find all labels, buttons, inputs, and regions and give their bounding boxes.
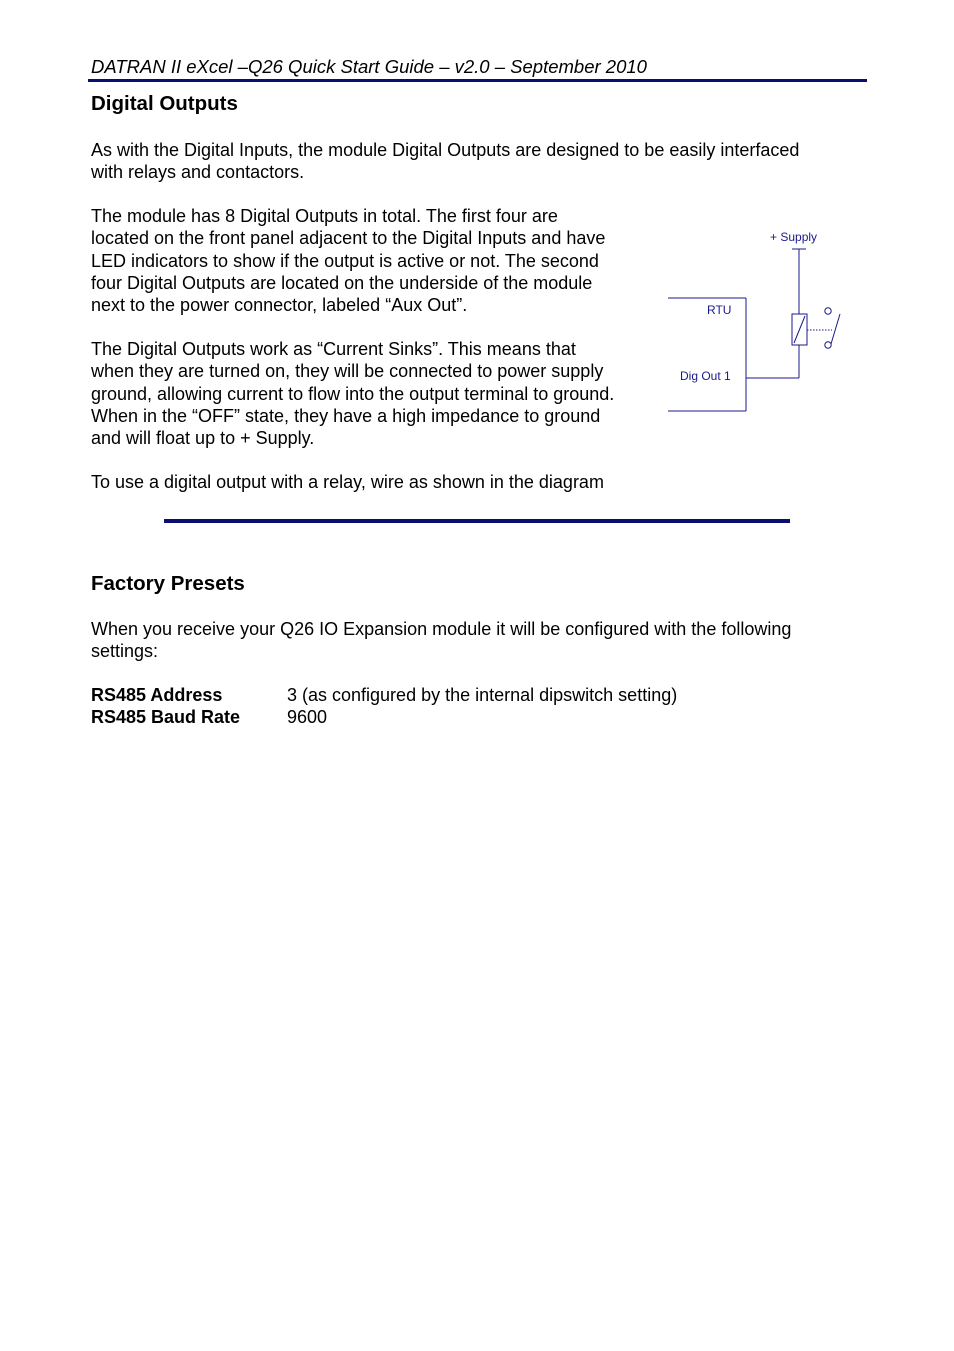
text-line: and will float up to + Supply. xyxy=(91,428,315,449)
text-line: next to the power connector, labeled “Aux Out”. xyxy=(91,295,468,316)
relay-wiring-diagram xyxy=(660,222,860,422)
text-line: located on the front panel adjacent to the Digital Inputs and have xyxy=(91,228,606,249)
text-line: when they are turned on, they will be connected to power supply xyxy=(91,361,604,382)
switch-contact-bottom xyxy=(825,342,831,348)
text-line: When you receive your Q26 IO Expansion module it will be configured with the following xyxy=(91,619,792,639)
section-heading-digital-outputs: Digital Outputs xyxy=(91,92,238,115)
switch-contact-top xyxy=(825,308,831,314)
setting-row-rs485-baud-rate xyxy=(91,706,677,728)
setting-value: 9600 xyxy=(287,707,328,728)
setting-key: RS485 Baud Rate xyxy=(91,707,241,728)
setting-key: RS485 Address xyxy=(91,685,223,705)
text-line: As with the Digital Inputs, the module Digital Outputs are designed to be easily interfaced xyxy=(91,140,800,160)
factory-settings-list xyxy=(91,684,677,729)
relay-coil-slash xyxy=(794,316,805,343)
dig-out-label: Dig Out 1 xyxy=(680,369,731,383)
setting-row-rs485-address xyxy=(91,684,677,706)
text-line: The module has 8 Digital Outputs in total. The first four are xyxy=(91,206,558,226)
rtu-label: RTU xyxy=(707,303,732,317)
text-line: LED indicators to show if the output is active or not. The second xyxy=(91,250,599,271)
digital-outputs-intro xyxy=(91,139,799,184)
supply-label: + Supply xyxy=(770,230,818,244)
section-separator xyxy=(164,519,790,523)
section-heading-factory-presets: Factory Presets xyxy=(91,572,245,595)
text-line: settings: xyxy=(91,641,159,662)
text-line: with relays and contactors. xyxy=(91,162,305,183)
setting-value: 3 (as configured by the internal dipswitch setting) xyxy=(287,685,678,705)
header-rule xyxy=(88,79,867,82)
text-line: ground, allowing current to flow into the output terminal to ground. xyxy=(91,383,615,404)
factory-presets-intro xyxy=(91,618,791,663)
text-line: The Digital Outputs work as “Current Sinks”. This means that xyxy=(91,339,576,359)
switch-blade xyxy=(831,314,840,344)
text-line: When in the “OFF” state, they have a high impedance to ground xyxy=(91,405,601,426)
current-sink-paragraph xyxy=(91,338,614,449)
relay-wiring-note: To use a digital output with a relay, wire as shown in the diagram xyxy=(91,472,604,492)
digital-outputs-count-paragraph xyxy=(91,205,605,316)
text-line: four Digital Outputs are located on the underside of the module xyxy=(91,272,593,293)
page-header-title: DATRAN II eXcel –Q26 Quick Start Guide – v2.0 – September 2010 xyxy=(91,56,647,77)
